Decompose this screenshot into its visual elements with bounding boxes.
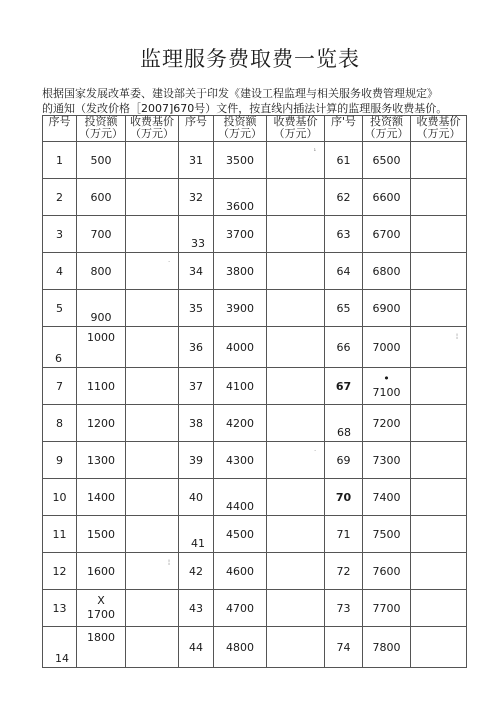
seq-cell: 32 — [179, 179, 214, 216]
seq-cell: 42 — [179, 553, 214, 590]
fee-cell — [267, 290, 325, 327]
invest-cell: 600 — [77, 179, 126, 216]
fee-cell — [411, 553, 467, 590]
seq-cell: 67 — [325, 368, 363, 405]
invest-cell: 7200 — [363, 405, 411, 442]
fee-cell — [411, 179, 467, 216]
table-row — [43, 516, 467, 553]
table-row — [43, 590, 467, 627]
seq-cell: 31 — [179, 142, 214, 179]
seq-cell: 69 — [325, 442, 363, 479]
seq-cell: 44 — [179, 627, 214, 668]
invest-cell: 700 — [77, 216, 126, 253]
stray-mark: ¦ — [455, 333, 458, 340]
table-row — [43, 627, 467, 668]
fee-cell — [126, 442, 179, 479]
table-row — [43, 142, 467, 179]
fee-cell — [411, 405, 467, 442]
invest-cell: 6500 — [363, 142, 411, 179]
seq-cell: 68 — [325, 405, 363, 442]
fee-cell — [267, 590, 325, 627]
invest-cell: 1000 — [77, 327, 126, 368]
seq-cell: 43 — [179, 590, 214, 627]
fee-cell — [267, 479, 325, 516]
invest-cell: 3500 — [214, 142, 267, 179]
invest-cell: 4400 — [214, 479, 267, 516]
invest-cell: 4000 — [214, 327, 267, 368]
intro-line-1: 根据国家发展改革委、建设部关于印发《建设工程监理与相关服务收费管理规定》 — [42, 87, 438, 100]
invest-cell: 4600 — [214, 553, 267, 590]
invest-cell: 7700 — [363, 590, 411, 627]
invest-cell: 1600 — [77, 553, 126, 590]
fee-cell — [411, 142, 467, 179]
fee-cell — [267, 516, 325, 553]
fee-cell — [411, 290, 467, 327]
seq-cell: 37 — [179, 368, 214, 405]
invest-cell: 6800 — [363, 253, 411, 290]
seq-cell: 13 — [43, 590, 77, 627]
invest-cell: 6600 — [363, 179, 411, 216]
seq-cell: 5 — [43, 290, 77, 327]
fee-cell — [126, 627, 179, 668]
fee-cell — [411, 253, 467, 290]
fee-cell — [267, 253, 325, 290]
invest-cell: 4700 — [214, 590, 267, 627]
fee-cell — [126, 253, 179, 290]
fee-cell — [126, 290, 179, 327]
page-title: 监理服务费取费一览表 — [140, 47, 360, 71]
table-row — [43, 368, 467, 405]
fee-cell — [411, 479, 467, 516]
invest-cell: 7300 — [363, 442, 411, 479]
table-body — [43, 142, 467, 668]
fee-table — [42, 115, 467, 668]
fee-cell — [267, 179, 325, 216]
seq-cell: 9 — [43, 442, 77, 479]
invest-cell: 4500 — [214, 516, 267, 553]
fee-cell — [411, 216, 467, 253]
header-fee: 收费基价 （万元） — [411, 116, 467, 142]
fee-cell — [267, 405, 325, 442]
table-row — [43, 442, 467, 479]
seq-cell: 11 — [43, 516, 77, 553]
fee-cell — [126, 516, 179, 553]
invest-cell: X 1700 — [77, 590, 126, 627]
invest-cell: 7600 — [363, 553, 411, 590]
header-invest: 投资额 （万元） — [77, 116, 126, 142]
fee-cell — [126, 142, 179, 179]
seq-cell: 38 — [179, 405, 214, 442]
table-row — [43, 327, 467, 368]
invest-cell: 7800 — [363, 627, 411, 668]
seq-cell: 2 — [43, 179, 77, 216]
invest-cell: 3900 — [214, 290, 267, 327]
seq-cell: 63 — [325, 216, 363, 253]
seq-cell: 35 — [179, 290, 214, 327]
invest-cell: 1800 — [77, 627, 126, 668]
fee-cell — [411, 368, 467, 405]
seq-cell: 12 — [43, 553, 77, 590]
seq-cell: 34 — [179, 253, 214, 290]
header-fee: 收费基价 （万元） — [126, 116, 179, 142]
fee-cell — [126, 179, 179, 216]
seq-cell: 3 — [43, 216, 77, 253]
fee-cell — [126, 405, 179, 442]
seq-cell: 64 — [325, 253, 363, 290]
fee-cell — [267, 442, 325, 479]
fee-cell — [126, 590, 179, 627]
invest-cell: 900 — [77, 290, 126, 327]
fee-cell — [126, 216, 179, 253]
seq-cell: 1 — [43, 142, 77, 179]
stray-mark: · — [168, 259, 170, 266]
fee-cell — [267, 142, 325, 179]
seq-cell: 66 — [325, 327, 363, 368]
header-row — [43, 116, 467, 142]
invest-cell: 3800 — [214, 253, 267, 290]
invest-cell: 6900 — [363, 290, 411, 327]
header-seq: 序号 — [43, 116, 77, 142]
invest-cell: 7400 — [363, 479, 411, 516]
seq-cell: 65 — [325, 290, 363, 327]
table-row — [43, 216, 467, 253]
seq-cell: 36 — [179, 327, 214, 368]
invest-cell: 1400 — [77, 479, 126, 516]
table-row — [43, 405, 467, 442]
fee-cell — [411, 442, 467, 479]
fee-cell — [126, 327, 179, 368]
seq-cell: 33 — [179, 216, 214, 253]
invest-cell: 4800 — [214, 627, 267, 668]
fee-cell — [267, 368, 325, 405]
fee-cell — [267, 553, 325, 590]
table-row — [43, 479, 467, 516]
table-row — [43, 179, 467, 216]
seq-cell: 8 — [43, 405, 77, 442]
table-row — [43, 253, 467, 290]
table-row — [43, 290, 467, 327]
invest-cell: 800 — [77, 253, 126, 290]
intro-line-2: 的通知（发改价格［2007]670号）文件，按直线内插法计算的监理服务收费基价。 — [42, 102, 448, 115]
fee-cell — [126, 553, 179, 590]
invest-cell: 3600 — [214, 179, 267, 216]
invest-cell: 4200 — [214, 405, 267, 442]
invest-cell: 1500 — [77, 516, 126, 553]
invest-cell: 1300 — [77, 442, 126, 479]
seq-cell: 10 — [43, 479, 77, 516]
invest-cell: 4100 — [214, 368, 267, 405]
fee-cell — [126, 479, 179, 516]
fee-cell — [411, 327, 467, 368]
seq-cell: 39 — [179, 442, 214, 479]
invest-cell: 500 — [77, 142, 126, 179]
invest-cell: 4300 — [214, 442, 267, 479]
header-fee: 收费基价 （万元） — [267, 116, 325, 142]
header-invest: 投资额 （万元） — [364, 115, 409, 140]
fee-cell — [411, 627, 467, 668]
invest-cell: • 7100 — [363, 368, 411, 405]
invest-cell: 1200 — [77, 405, 126, 442]
fee-cell — [267, 627, 325, 668]
seq-cell: 74 — [325, 627, 363, 668]
header-invest: 投资额 （万元） — [214, 116, 267, 142]
header-seq: 序号 — [179, 116, 214, 142]
seq-cell: 4 — [43, 253, 77, 290]
fee-cell — [411, 590, 467, 627]
seq-cell: 61 — [325, 142, 363, 179]
fee-cell — [126, 368, 179, 405]
fee-cell — [267, 216, 325, 253]
seq-cell: 7 — [43, 368, 77, 405]
seq-cell: 6 — [43, 327, 77, 368]
seq-cell: 72 — [325, 553, 363, 590]
invest-cell: 3700 — [214, 216, 267, 253]
table-row — [43, 553, 467, 590]
fee-cell — [411, 516, 467, 553]
seq-cell: 14 — [43, 627, 77, 668]
stray-mark: ¦ — [167, 559, 170, 566]
seq-cell: 71 — [325, 516, 363, 553]
seq-cell: 41 — [179, 516, 214, 553]
invest-cell: 6700 — [363, 216, 411, 253]
stray-mark: · — [314, 448, 316, 455]
seq-cell: 73 — [325, 590, 363, 627]
invest-cell: 7000 — [363, 327, 411, 368]
seq-cell: 70 — [325, 479, 363, 516]
seq-cell: 40 — [179, 479, 214, 516]
header-seq: 序'号 — [325, 116, 363, 142]
invest-cell: 7500 — [363, 516, 411, 553]
fee-cell — [267, 327, 325, 368]
seq-cell: 62 — [325, 179, 363, 216]
invest-cell: 1100 — [77, 368, 126, 405]
stray-mark: ¹ — [313, 148, 316, 155]
